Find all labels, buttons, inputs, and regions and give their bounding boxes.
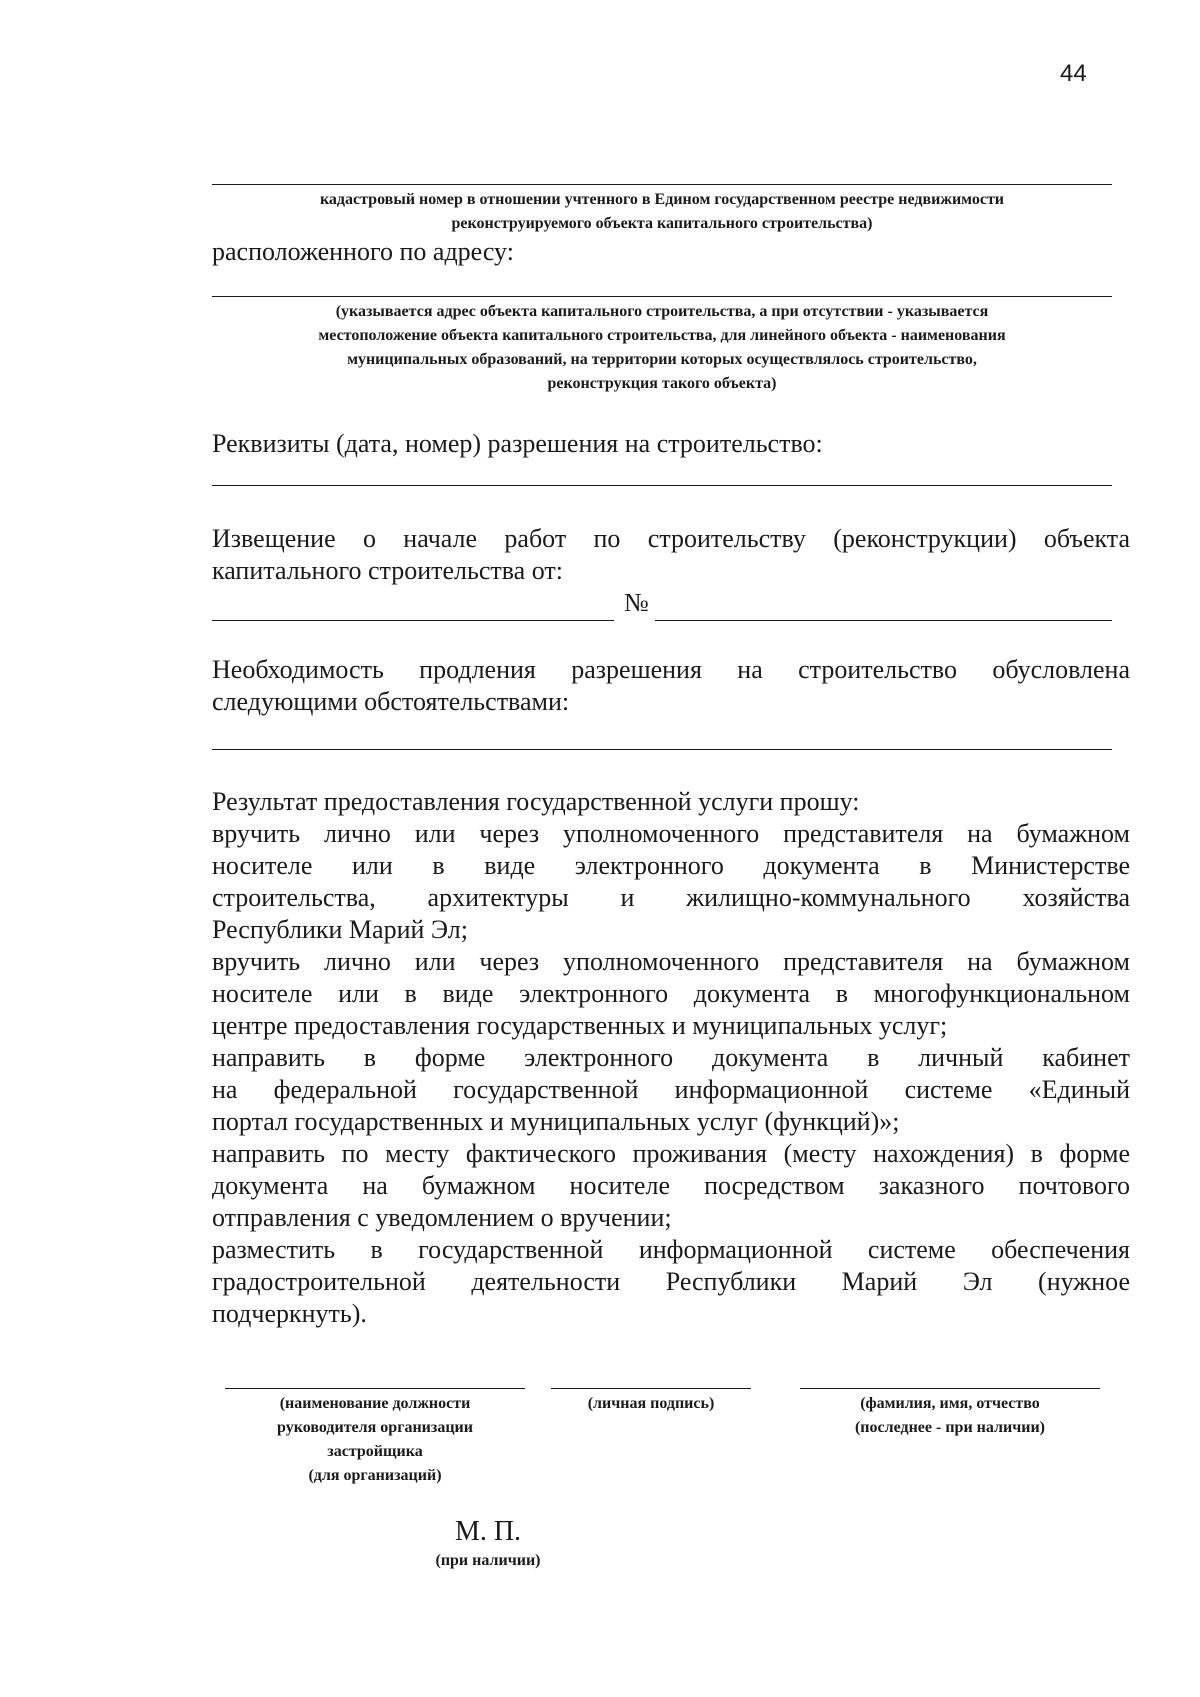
result-line: вручить лично или через уполномоченного представителя на бумажном bbox=[212, 947, 1130, 976]
address-caption bbox=[212, 300, 1112, 396]
permit-details-line[interactable] bbox=[212, 485, 1112, 486]
address-caption-line: местоположение объекта капитального строительства, для линейного объекта - наименования bbox=[318, 327, 1006, 344]
position-caption-line: застройщика bbox=[327, 1443, 423, 1460]
notice-line-2: капитального строительства от: bbox=[212, 556, 563, 585]
position-signature-line[interactable] bbox=[225, 1388, 525, 1389]
name-caption-line: (фамилия, имя, отчество bbox=[860, 1395, 1040, 1412]
page-number: 44 bbox=[1060, 60, 1087, 87]
result-line: направить в форме электронного документа в личный кабинет bbox=[212, 1043, 1130, 1072]
name-caption bbox=[800, 1392, 1100, 1440]
result-line: на федеральной государственной информационной системе «Единый bbox=[212, 1075, 1130, 1104]
result-line: носителе или в виде электронного документа в многофункциональном bbox=[212, 979, 1130, 1008]
necessity-line-1: Необходимость продления разрешения на строительство обусловлена bbox=[212, 655, 1130, 684]
signature-caption: (личная подпись) bbox=[587, 1395, 715, 1412]
notice-line-1: Извещение о начале работ по строительству (реконструкции) объекта bbox=[212, 524, 1130, 553]
position-caption-line: (наименование должности bbox=[279, 1395, 471, 1412]
result-line: Республики Марий Эл; bbox=[212, 915, 468, 944]
result-line: центре предоставления государственных и муниципальных услуг; bbox=[212, 1011, 948, 1040]
personal-signature-line[interactable] bbox=[551, 1388, 751, 1389]
result-section bbox=[212, 786, 1130, 1330]
result-line: Результат предоставления государственной услуги прошу: bbox=[212, 787, 860, 816]
necessity-line-2: следующими обстоятельствами: bbox=[212, 687, 570, 716]
address-caption-line: (указывается адрес объекта капитального строительства, а при отсутствии - указывается bbox=[335, 303, 989, 320]
stamp-caption: (при наличии) bbox=[435, 1552, 541, 1569]
result-line: документа на бумажном носителе посредством заказного почтового bbox=[212, 1171, 1130, 1200]
result-line: портал государственных и муниципальных услуг (функций)»; bbox=[212, 1107, 900, 1136]
necessity-line[interactable] bbox=[212, 749, 1112, 750]
result-line: направить по месту фактического проживания (месту нахождения) в форме bbox=[212, 1139, 1130, 1168]
result-line: вручить лично или через уполномоченного представителя на бумажном bbox=[212, 819, 1130, 848]
result-line: отправления с уведомлением о вручении; bbox=[212, 1203, 672, 1232]
address-caption-line: муниципальных образований, на территории которых осуществлялось строительство, bbox=[347, 351, 977, 368]
name-caption-line: (последнее - при наличии) bbox=[854, 1419, 1046, 1436]
position-caption-line: руководителя организации bbox=[277, 1419, 473, 1436]
cadastral-number-line[interactable] bbox=[212, 184, 1112, 185]
result-line: подчеркнуть). bbox=[212, 1299, 367, 1328]
cadastral-caption bbox=[212, 188, 1112, 236]
result-line: разместить в государственной информационной системе обеспечения bbox=[212, 1235, 1130, 1264]
result-line: градостроительной деятельности Республики Марий Эл (нужное bbox=[212, 1267, 1130, 1296]
stamp-label: М. П. bbox=[454, 1516, 522, 1547]
permit-details-label: Реквизиты (дата, номер) разрешения на строительство: bbox=[212, 429, 823, 458]
address-label: расположенного по адресу: bbox=[212, 237, 514, 266]
notice-number-line[interactable] bbox=[655, 620, 1112, 621]
number-sign: № bbox=[624, 588, 649, 617]
full-name-line[interactable] bbox=[800, 1388, 1100, 1389]
position-caption bbox=[225, 1392, 525, 1488]
result-line: носителе или в виде электронного документа в Министерстве bbox=[212, 851, 1130, 880]
cadastral-caption-line: реконструируемого объекта капитального строительства) bbox=[451, 215, 873, 232]
address-caption-line: реконструкция такого объекта) bbox=[547, 375, 777, 392]
address-line[interactable] bbox=[212, 296, 1112, 297]
cadastral-caption-line: кадастровый номер в отношении учтенного в Едином государственном реестре недвижимости bbox=[319, 191, 1005, 208]
result-line: строительства, архитектуры и жилищно-коммунального хозяйства bbox=[212, 883, 1130, 912]
position-caption-line: (для организаций) bbox=[308, 1467, 442, 1484]
notice-date-line[interactable] bbox=[212, 620, 614, 621]
